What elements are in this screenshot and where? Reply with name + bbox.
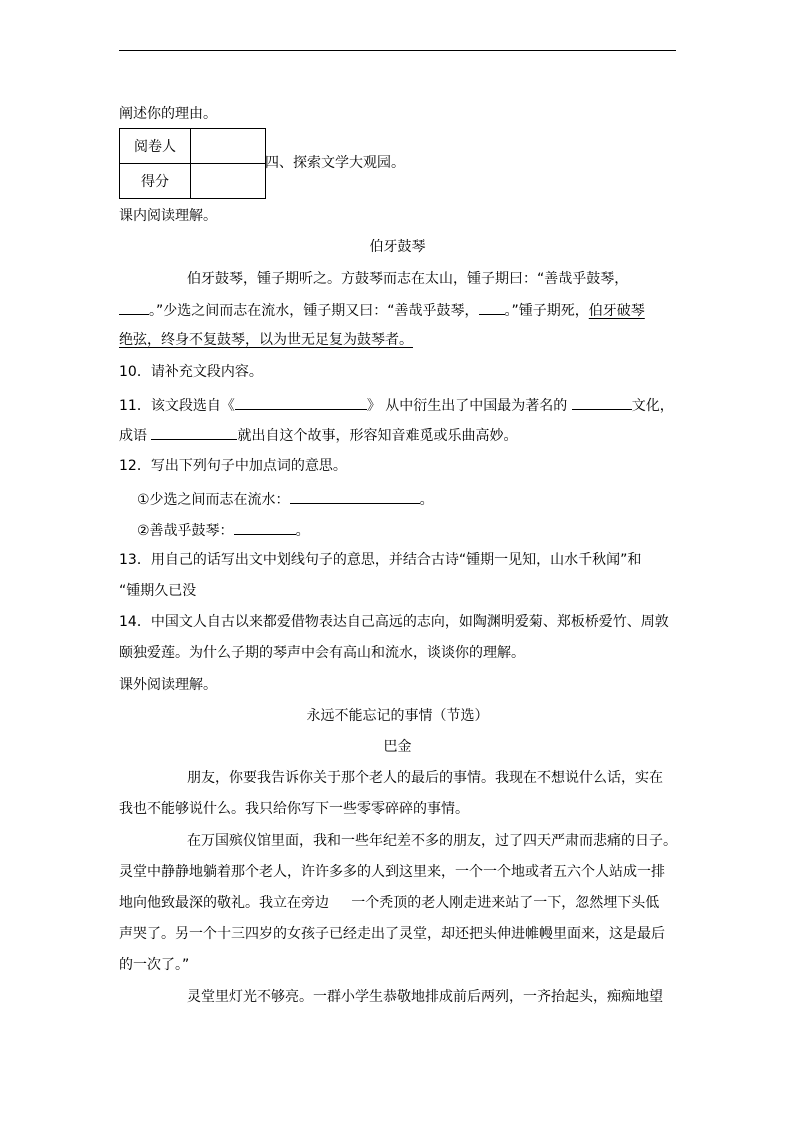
underlined-sentence: 绝弦，终身不复鼓琴，以为世无足复为鼓琴者。 xyxy=(119,332,413,348)
passage2-line: 我也不能够说什么。我只给你写下一些零零碎碎的事情。 xyxy=(119,801,469,817)
passage2-author: 巴金 xyxy=(383,739,412,755)
question-12-2: ②善哉乎鼓琴： 。 xyxy=(137,520,310,540)
answer-blank[interactable] xyxy=(151,425,237,440)
answer-blank[interactable] xyxy=(479,300,505,315)
question-13-cont: “锺期久已没 xyxy=(119,583,197,599)
inclass-heading: 课内阅读理解。 xyxy=(119,208,217,224)
answer-blank[interactable] xyxy=(290,489,420,504)
passage2-line: 朋友，你要我告诉你关于那个老人的最后的事情。我现在不想说什么话，实在 xyxy=(187,770,663,786)
header-rule xyxy=(119,50,676,51)
passage1-title: 伯牙鼓琴 xyxy=(369,239,426,255)
answer-blank[interactable] xyxy=(235,395,367,410)
question-13: 13．用自己的话写出文中划线句子的意思，并结合古诗“锺期一见知，山水千秋闻”和 xyxy=(119,552,642,568)
passage2-line: 灵堂里灯光不够亮。一群小学生恭敬地排成前后两列，一齐抬起头，痴痴地望 xyxy=(187,989,663,1005)
passage2-line: 地向他致最深的敬礼。我立在旁边 一个秃顶的老人刚走进来站了一下，忽然埋下头低 xyxy=(119,895,660,911)
score-label: 得分 xyxy=(120,164,191,199)
passage1-line1: 伯牙鼓琴，锺子期听之。方鼓琴而志在太山，锺子期曰：“善哉乎鼓琴， xyxy=(187,271,629,287)
answer-blank[interactable] xyxy=(234,520,296,535)
passage1-line2: 。”少选之间而志在流水，锺子期又曰：“善哉乎鼓琴， 。”锺子期死，伯牙破琴 xyxy=(119,300,645,320)
question-10: 10．请补充文段内容。 xyxy=(119,364,263,380)
passage1-line3 xyxy=(119,331,413,349)
passage2-line: 声哭了。另一个十三四岁的女孩子已经走出了灵堂，却还把头伸进帷幔里面来，这是最后 xyxy=(119,926,665,942)
outclass-heading: 课外阅读理解。 xyxy=(119,677,217,693)
question-11-cont: 成语 就出自这个故事，形容知音难觅或乐曲高妙。 xyxy=(119,425,517,445)
question-14-cont: 颐独爱莲。为什么子期的琴声中会有高山和流水，谈谈你的理解。 xyxy=(119,645,525,661)
passage2-line: 在万国殡仪馆里面，我和一些年纪差不多的朋友，过了四天严肃而悲痛的日子。 xyxy=(187,833,677,849)
passage2-title: 永远不能忘记的事情（节选） xyxy=(306,708,489,724)
question-12: 12．写出下列句子中加点词的意思。 xyxy=(119,458,347,474)
intro-line: 阐述你的理由。 xyxy=(119,106,217,122)
question-12-1: ①少选之间而志在流水： 。 xyxy=(137,489,434,509)
question-11: 11．该文段选自《 》 从中衍生出了中国最为著名的 文化， xyxy=(119,395,674,415)
answer-blank[interactable] xyxy=(572,395,632,410)
answer-blank[interactable] xyxy=(119,300,149,315)
passage2-line: 灵堂中静静地躺着那个老人，许许多多的人到这里来，一个一个地或者五六个人站成一排 xyxy=(119,864,665,880)
reviewer-cell xyxy=(191,129,266,164)
section-title: 四、探索文学大观园。 xyxy=(265,155,405,171)
reviewer-label: 阅卷人 xyxy=(120,129,191,164)
passage2-line: 的一次了。” xyxy=(119,957,190,973)
question-14: 14．中国文人自古以来都爱借物表达自己高远的志向，如陶渊明爱菊、郑板桥爱竹、周敦 xyxy=(119,614,669,630)
score-table xyxy=(119,128,266,199)
score-cell xyxy=(191,164,266,199)
underlined-sentence: 伯牙破琴 xyxy=(588,303,645,319)
